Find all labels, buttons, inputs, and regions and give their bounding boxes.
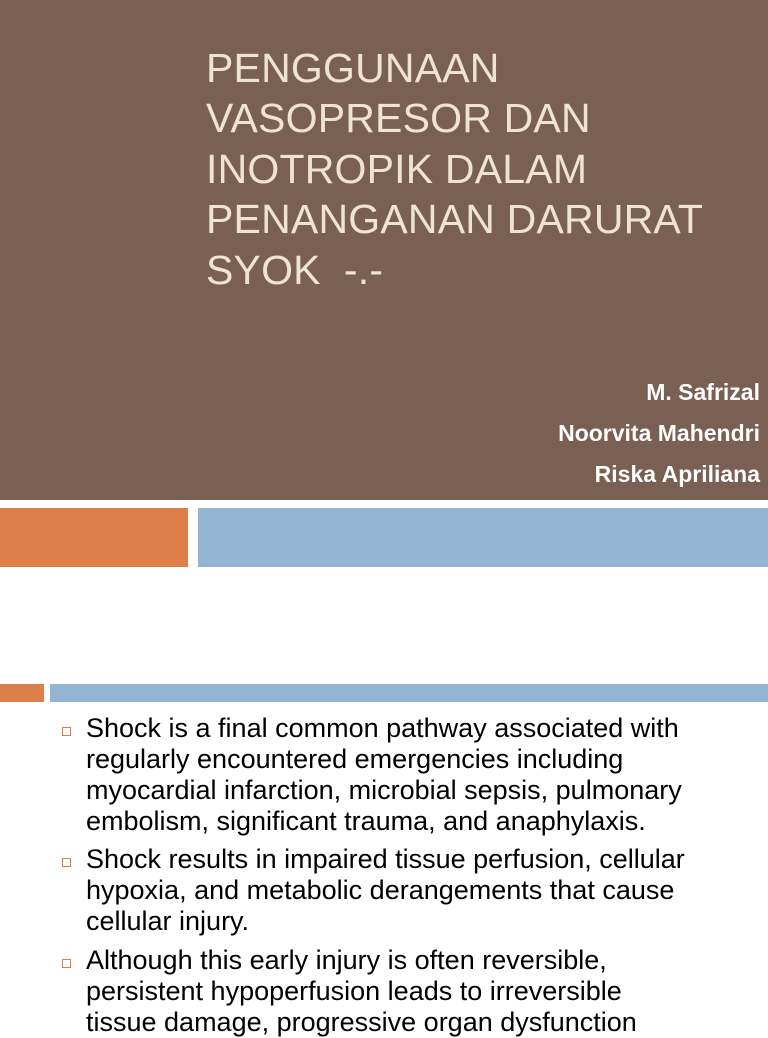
bullet-1-line-1: Shock is a final common pathway associated with (86, 713, 679, 743)
title-line-3: INOTROPIK DALAM (206, 146, 588, 192)
bullet-3-line-1: Although this early injury is often reversible, (86, 945, 607, 975)
title-line-5: SYOK -.- (206, 247, 384, 293)
orange-accent-strip (0, 684, 44, 702)
square-bullet-icon (62, 858, 71, 867)
bullet-2-line-3: cellular injury. (86, 906, 250, 936)
blue-accent-bar (198, 508, 768, 567)
bullet-1-line-3: myocardial infarction, microbial sepsis, pulmonary (86, 775, 682, 805)
title-line-4: PENANGANAN DARURAT (206, 196, 704, 242)
title-line-2: VASOPRESOR DAN (206, 95, 591, 141)
bullet-1-line-4: embolism, significant trauma, and anaphylaxis. (86, 806, 646, 836)
orange-accent-bar (0, 508, 188, 567)
bullet-1-line-2: regularly encountered emergencies including (86, 744, 624, 774)
bullet-2-line-1: Shock results in impaired tissue perfusion, cellular (86, 844, 685, 874)
bullet-3-line-3: tissue damage, progressive organ dysfunction (86, 1007, 637, 1037)
bullet-2-line-2: hypoxia, and metabolic derangements that cause (86, 875, 675, 905)
author-1: M. Safrizal (646, 379, 760, 405)
author-2: Noorvita Mahendri (558, 420, 760, 446)
square-bullet-icon (62, 959, 71, 968)
bullet-3-line-2: persistent hypoperfusion leads to irreversible (86, 976, 622, 1006)
title-line-1: PENGGUNAAN (206, 45, 500, 91)
author-3: Riska Apriliana (594, 461, 760, 487)
blue-accent-strip (50, 684, 768, 702)
square-bullet-icon (62, 727, 71, 736)
